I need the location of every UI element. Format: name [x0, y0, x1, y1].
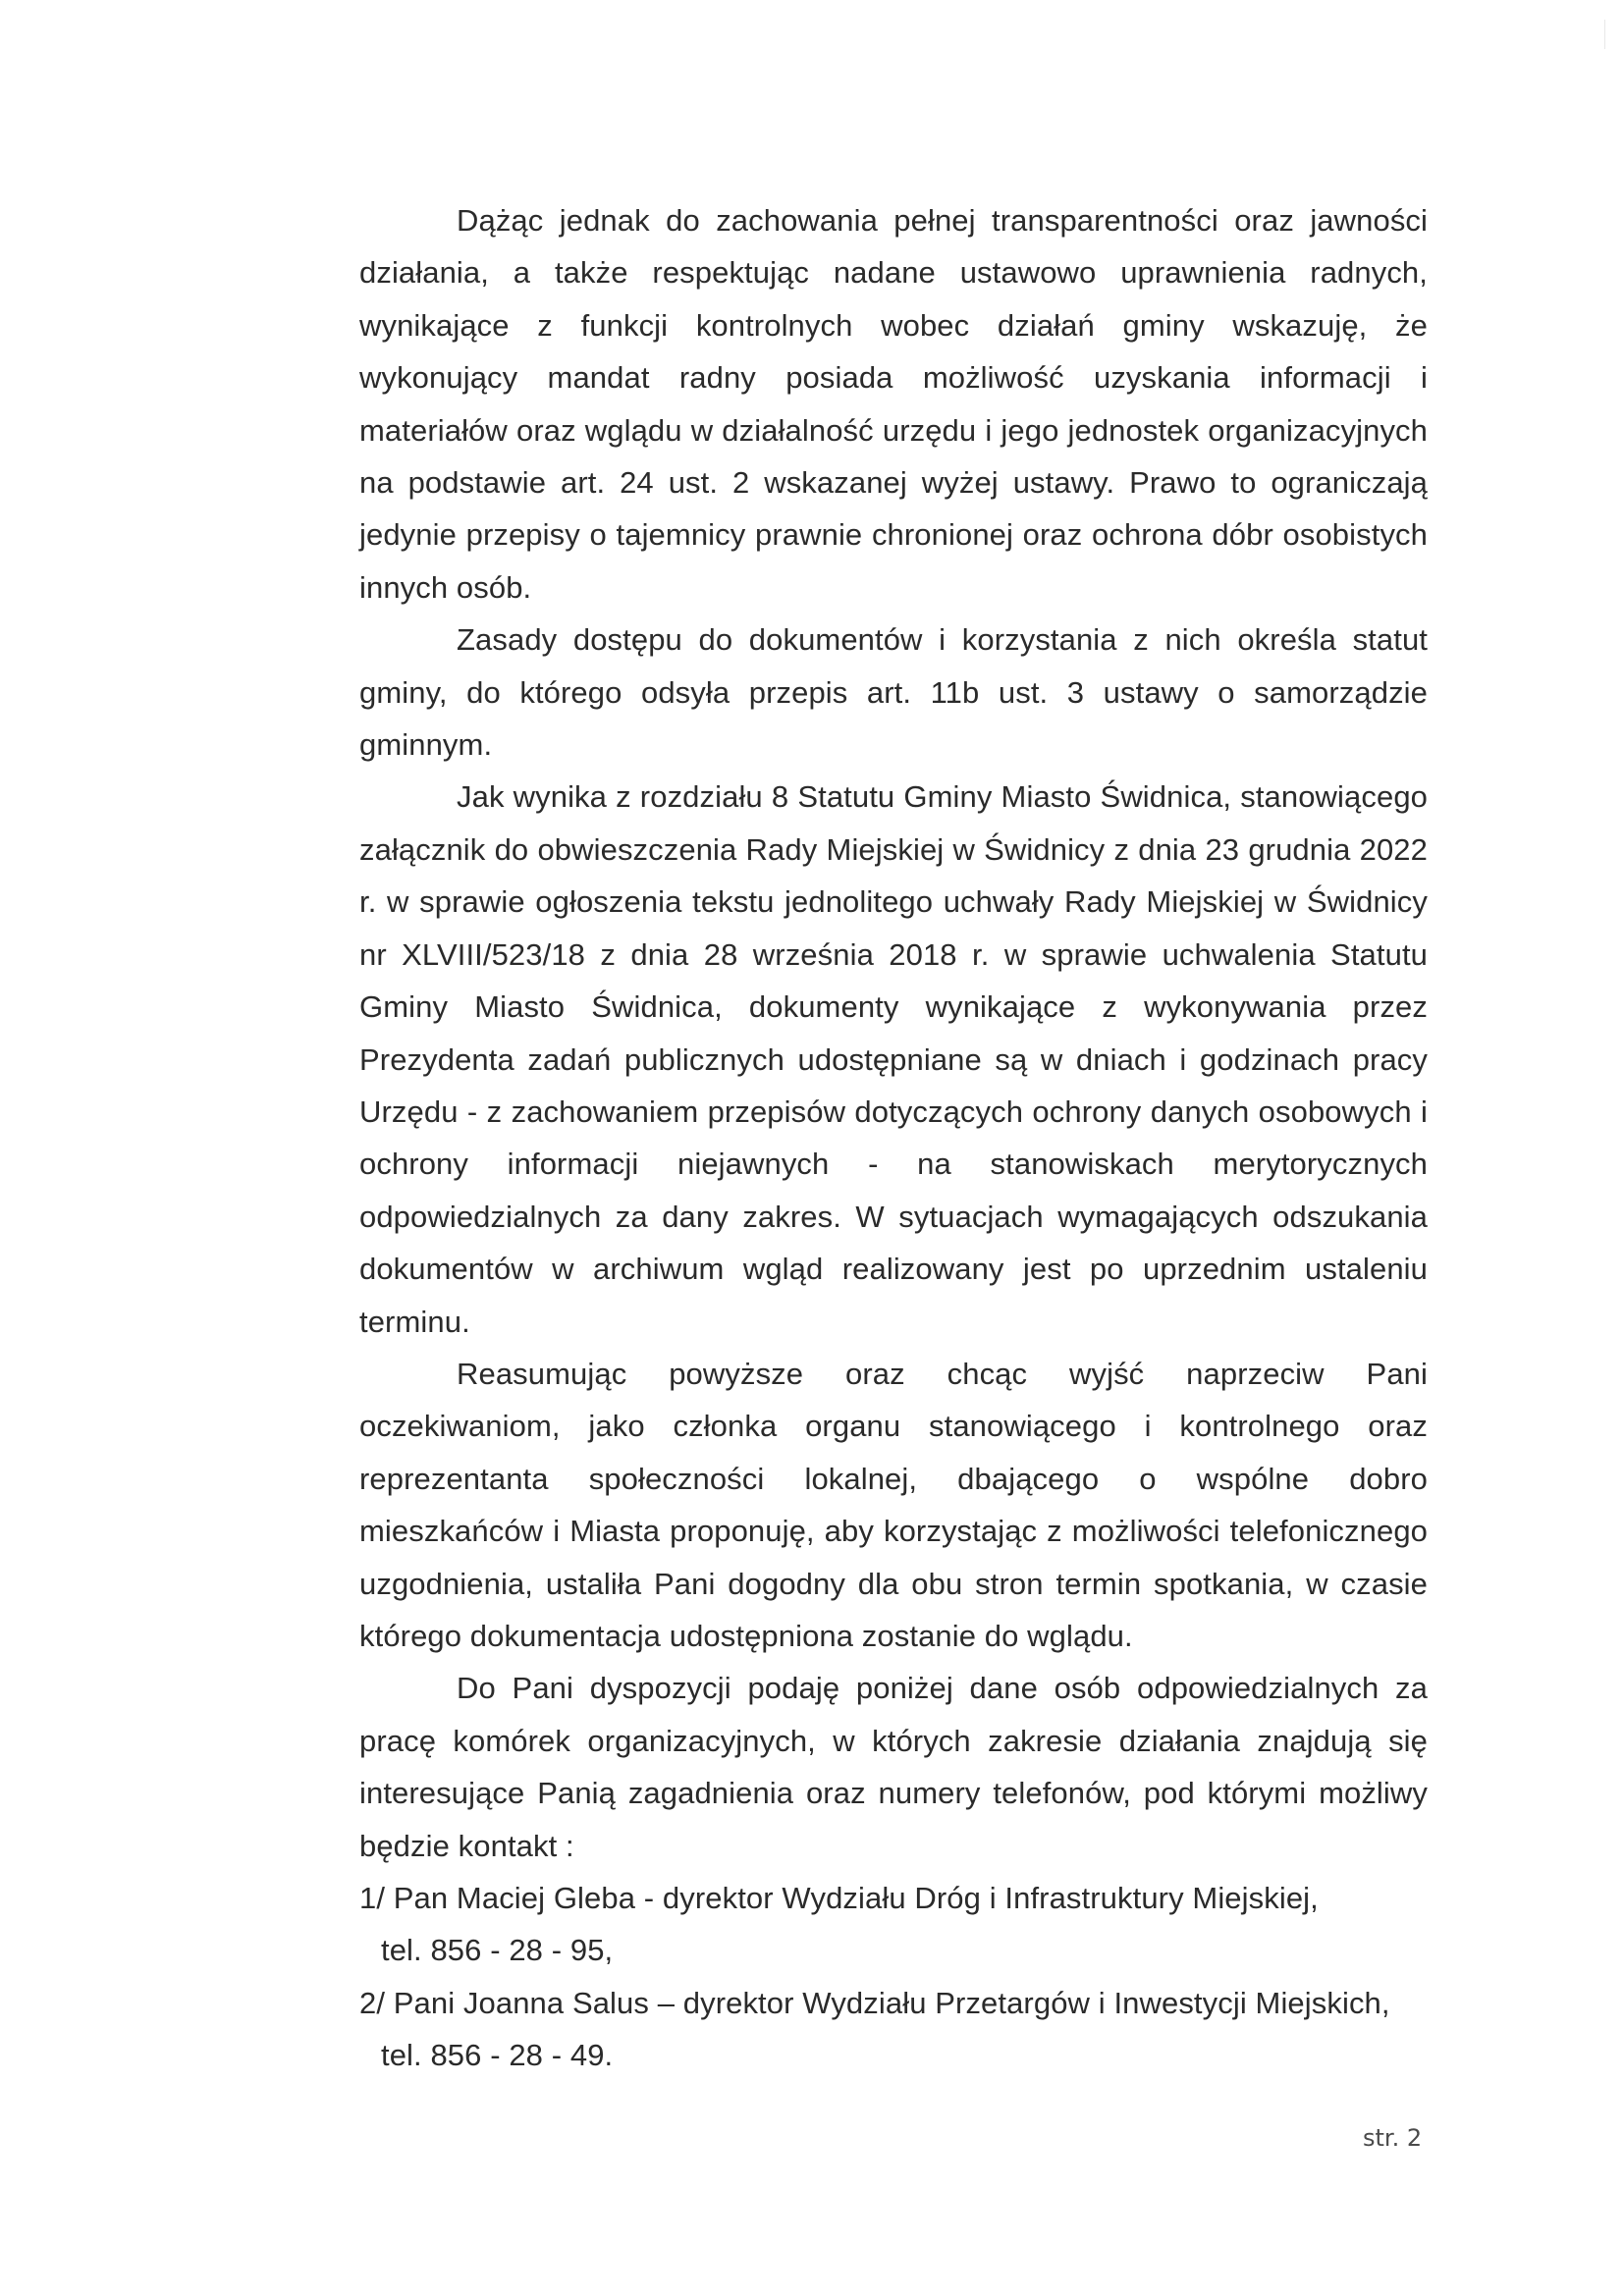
contact-name-line: 1/ Pan Maciej Gleba - dyrektor Wydziału Dróg i Infrastruktury Miejskiej, [359, 1881, 1319, 1915]
contact-name-line: 2/ Pani Joanna Salus – dyrektor Wydziału Przetargów i Inwestycji Miejskich, [359, 1985, 1390, 2020]
document-body [359, 194, 1428, 2082]
scan-edge-mark [1604, 20, 1605, 49]
contact-phone: tel. 856 - 28 - 49. [381, 2038, 614, 2073]
page-number: str. 2 [1363, 2124, 1423, 2152]
paragraph-statute-chapter-8: Jak wynika z rozdziału 8 Statutu Gminy Miasto Świdnica, stanowiącego załącznik do obwieszczenia Rady Miejskiej w Świdnicy z dnia 23 grudnia 2022 r. w sprawie ogłoszenia tekstu jednolitego uchwały Rady Miejskiej w Świdnicy nr XLVIII/523/18 z dnia 28 września 2018 r. w sprawie uchwalenia Statutu Gminy Miasto Świdnica, dokumenty wynikające z wykonywania przez Prezydenta zadań publicznych udostępniane są w dniach i godzinach pracy Urzędu - z zachowaniem przepisów dotyczących ochrony danych osobowych i ochrony informacji niejawnych - na stanowiskach merytorycznych odpowiedzialnych za dany zakres. W sytuacjach wymagających odszukania dokumentów w archiwum wgląd realizowany jest po uprzednim ustaleniu terminu. [359, 779, 1428, 1339]
contact-item [359, 1872, 1428, 1977]
contact-phone: tel. 856 - 28 - 95, [381, 1933, 614, 1968]
paragraph-transparency: Dążąc jednak do zachowania pełnej transparentności oraz jawności działania, a także respektując nadane ustawowo uprawnienia radnych, wynikające z funkcji kontrolnych wobec działań gminy wskazuję, że wykonujący mandat radny posiada możliwość uzyskania informacji i materiałów oraz wglądu w działalność urzędu i jego jednostek organizacyjnych na podstawie art. 24 ust. 2 wskazanej wyżej ustawy. Prawo to ograniczają jedynie przepisy o tajemnicy prawnie chronionej oraz ochrona dóbr osobistych innych osób. [359, 203, 1428, 605]
paragraph-meeting-proposal: Reasumując powyższe oraz chcąc wyjść naprzeciw Pani oczekiwaniom, jako członka organu stanowiącego i kontrolnego oraz reprezentanta społeczności lokalnej, dbającego o wspólne dobro mieszkańców i Miasta proponuję, aby korzystając z możliwości telefonicznego uzgodnienia, ustaliła Pani dogodny dla obu stron termin spotkania, w czasie którego dokumentacja udostępniona zostanie do wglądu. [359, 1356, 1428, 1653]
contact-item [359, 1977, 1428, 2082]
paragraph-contact-intro: Do Pani dyspozycji podaję poniżej dane osób odpowiedzialnych za pracę komórek organizacyjnych, w których zakresie działania znajdują się interesujące Panią zagadnienia oraz numery telefonów, pod którymi możliwy będzie kontakt : [359, 1671, 1428, 1863]
paragraph-access-rules: Zasady dostępu do dokumentów i korzystania z nich określa statut gminy, do którego odsyła przepis art. 11b ust. 3 ustawy o samorządzie gminnym. [359, 622, 1428, 763]
